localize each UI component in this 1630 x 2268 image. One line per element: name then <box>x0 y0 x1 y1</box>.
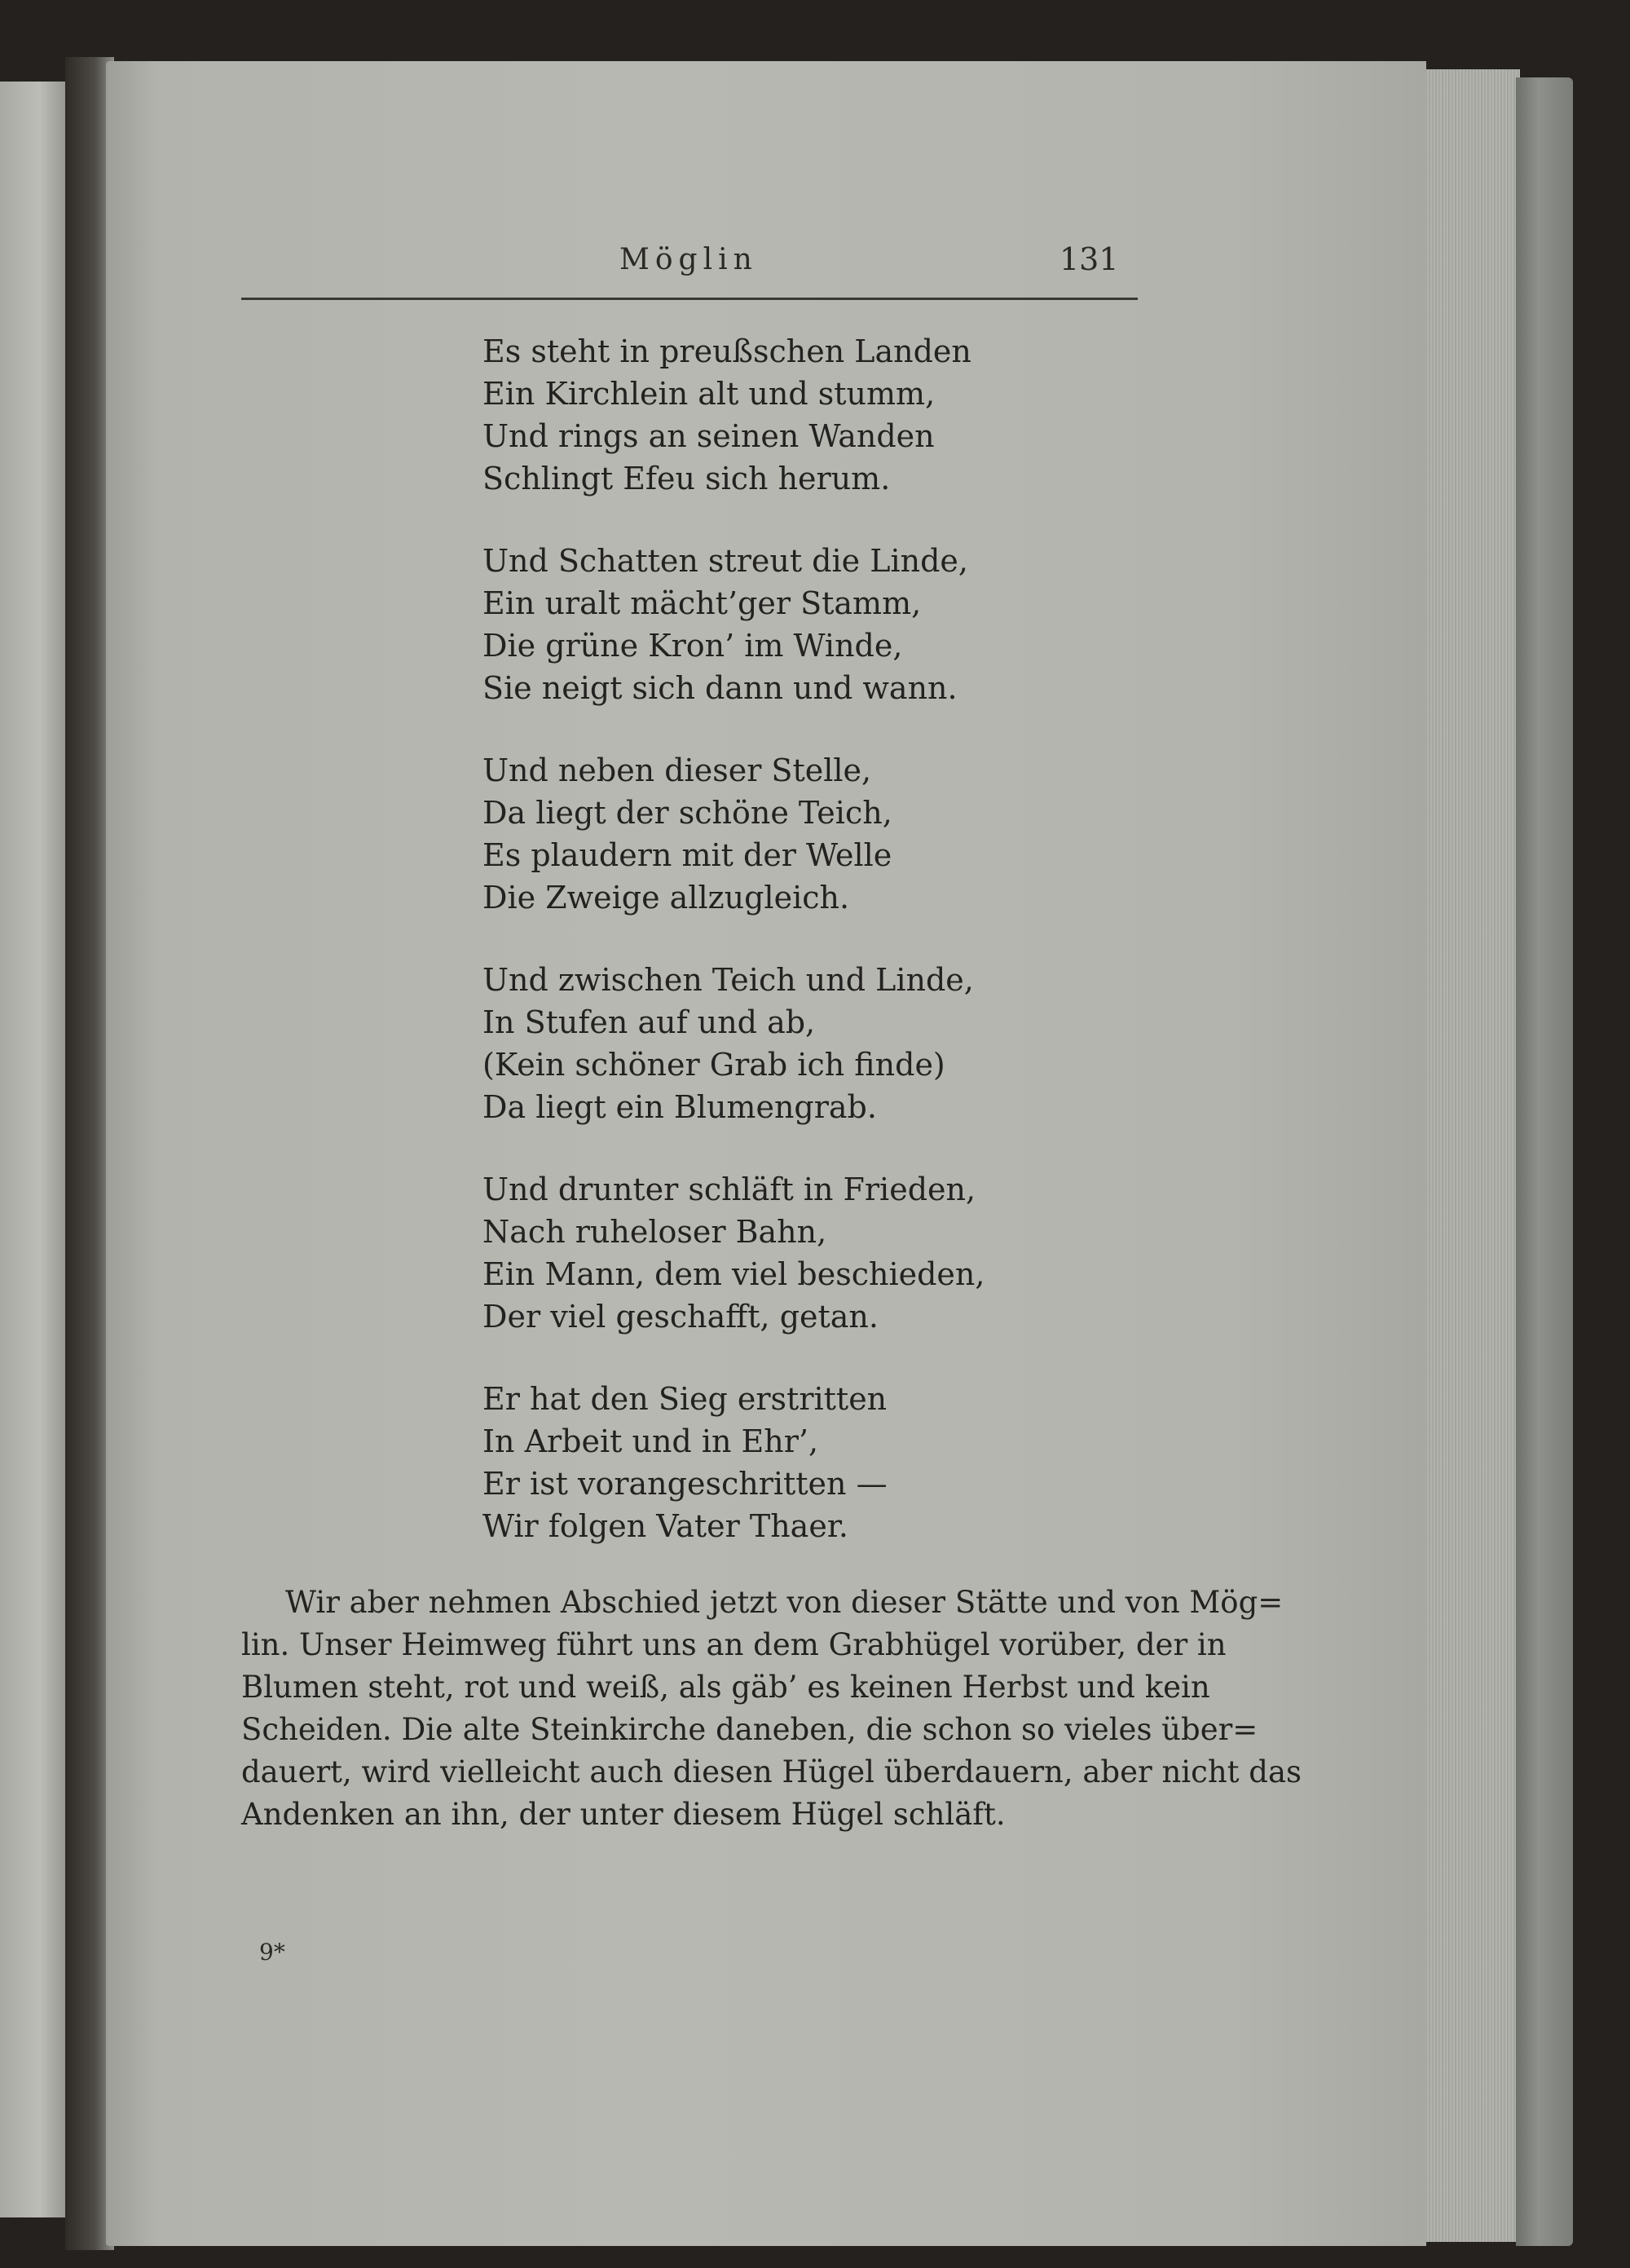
stanza <box>482 1168 985 1338</box>
prose-line: Scheiden. Die alte Steinkirche daneben, die schon so vieles über= <box>241 1712 1258 1747</box>
poem-line: Der viel geschafft, getan. <box>482 1299 879 1335</box>
header-rule <box>241 298 1138 300</box>
stanza <box>482 330 985 500</box>
prose-paragraph <box>241 1582 1302 1836</box>
page-number: 131 <box>1060 241 1119 277</box>
poem-line: Es plaudern mit der Welle <box>482 837 892 873</box>
poem-line: Es steht in preußschen Landen <box>482 333 971 369</box>
stanza <box>482 540 985 709</box>
poem-line: Ein uralt mächt’ger Stamm, <box>482 585 922 621</box>
poem-line: Und Schatten streut die Linde, <box>482 543 968 579</box>
poem-line: Schlingt Efeu sich herum. <box>482 461 891 496</box>
prose-line: Wir aber nehmen Abschied jetzt von dieser Stätte und von Mög= <box>285 1585 1284 1620</box>
poem-line: (Kein schöner Grab ich finde) <box>482 1047 945 1083</box>
poem-line: Ein Kirchlein alt und stumm, <box>482 376 936 412</box>
poem-line: Wir folgen Vater Thaer. <box>482 1508 848 1544</box>
prose-line: lin. Unser Heimweg führt uns an dem Grabhügel vorüber, der in <box>241 1627 1227 1662</box>
poem-line: Er ist vorangeschritten — <box>482 1466 888 1502</box>
stanza <box>482 749 985 919</box>
poem-line: Und rings an seinen Wanden <box>482 418 935 454</box>
poem-line: Und neben dieser Stelle, <box>482 752 872 788</box>
poem-line: Da liegt der schöne Teich, <box>482 795 892 831</box>
stanza <box>482 1378 985 1547</box>
poem-line: Und zwischen Teich und Linde, <box>482 962 974 998</box>
poem-line: Nach ruheloser Bahn, <box>482 1214 827 1250</box>
prose-line: Blumen steht, rot und weiß, als gäb’ es keinen Herbst und kein <box>241 1670 1210 1705</box>
printer-signature-mark: 9* <box>259 1939 285 1966</box>
poem-line: Die Zweige allzugleich. <box>482 880 850 916</box>
poem-line: Die grüne Kron’ im Winde, <box>482 628 903 664</box>
poem-line: Er hat den Sieg erstritten <box>482 1381 888 1417</box>
prose-line: Andenken an ihn, der unter diesem Hügel schläft. <box>241 1797 1006 1832</box>
poem-line: In Stufen auf und ab, <box>482 1004 816 1040</box>
stanza <box>482 959 985 1128</box>
poem-line: Sie neigt sich dann und wann. <box>482 670 958 706</box>
running-title: Möglin <box>619 243 758 276</box>
poem-line: Da liegt ein Blumengrab. <box>482 1089 877 1125</box>
prose-line: dauert, wird vielleicht auch diesen Hügel überdauern, aber nicht das <box>241 1754 1302 1789</box>
poem-line: Ein Mann, dem viel beschieden, <box>482 1256 985 1292</box>
poem-line: In Arbeit und in Ehr’, <box>482 1423 819 1459</box>
poem <box>482 330 985 1587</box>
poem-line: Und drunter schläft in Frieden, <box>482 1172 976 1207</box>
